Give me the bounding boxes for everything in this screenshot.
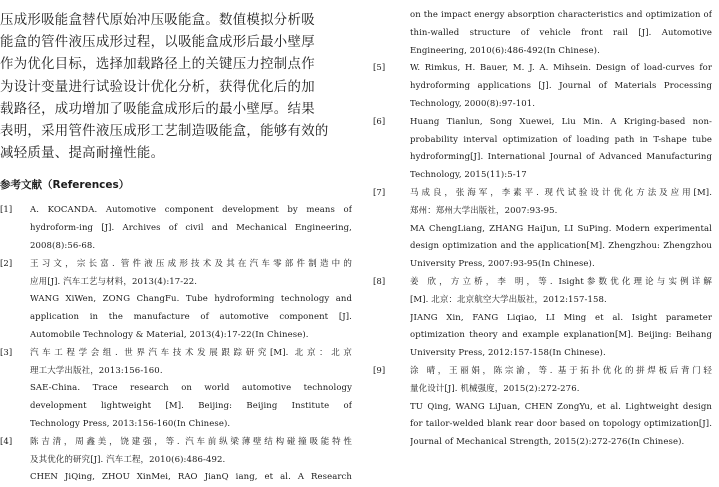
reference-line: hydroforming[J]. International Journal of Advanced Manufacturing [410,152,712,163]
reference-number: [4] [0,436,13,447]
reference-line: Technology Press, 2013:156-160(In Chinese). [30,418,231,429]
paragraph-line: 载路径，成功增加了吸能盒成形后的最小壁厚。结果 [0,101,315,117]
reference-line: optimization theory and example explanation[M]. Beijing: Beihang [410,330,712,341]
reference-number: [9] [373,365,386,376]
reference-line: W. Rimkus, H. Bauer, M. J. A. Mihsein. Design of load-curves for [410,63,712,74]
paragraph-line: 减轻质量、提高耐撞性能。 [0,146,165,162]
reference-number: [5] [373,63,386,74]
reference-line: Huang Tianlun, Song Xuewei, Liu Min. A Kriging-based non- [410,116,712,127]
reference-number: [7] [373,187,386,198]
reference-item [373,60,712,113]
reference-line: Automobile Technology & Material, 2013(4):17-22(In Chinese). [30,330,309,340]
reference-text [30,256,352,345]
reference-line: development lightweight [M]. Beijing: Beijing Institute of [30,401,352,412]
reference-line: CHEN JiQing, ZHOU XinMei, RAO JianQ iang, et al. A Research [30,472,352,483]
reference-line: 马成良，张海军，李素平. 现代试验设计优化方法及应用[M]. [410,187,712,198]
reference-text [30,202,352,255]
reference-item [0,256,352,345]
reference-line: University Press, 2012:157-158(In Chinese). [410,348,606,359]
reference-line: 量化设计[J]. 机械强度，2015(2):272-276. [410,383,580,394]
paragraph-line: 作为优化目标，选择加载路径上的关键压力控制点作 [0,57,315,73]
reference-line: SAE-China. Trace research on world automotive technology [30,383,352,394]
reference-line: thin-walled structure of vehicle front rail [J]. Automotive [410,27,712,38]
reference-item [0,434,352,487]
reference-line: Engineering, 2010(6):486-492(In Chinese). [410,45,600,56]
paragraph-line: 表明，采用管件液压成形工艺制造吸能盒，能够有效的 [0,124,329,140]
reference-line: 涂 晴，王丽娟，陈宗渝，等. 基于拓扑优化的拼焊板后背门轻 [410,365,712,376]
references-heading: 参考文献（References） [0,179,130,192]
reference-line: A. KOCANDA. Automotive component development by means of [30,205,352,216]
left-column [0,0,352,487]
paragraph-line: 能盒的管件液压成形过程，以吸能盒成形后最小壁厚 [0,35,315,51]
reference-item [373,274,712,363]
reference-line: JIANG Xin, FANG Liqiao, LI Ming et al. Isight parameter [410,312,712,323]
reference-text [30,434,352,487]
reference-number: [8] [373,276,386,287]
reference-line: Technology, 2015(11):5-17 [410,170,527,181]
reference-line: [M]. 北京：北京航空大学出版社，2012:157-158. [410,294,607,305]
reference-item [373,185,712,274]
reference-line: 及其优化的研究[J]. 汽车工程，2010(6):486-492. [30,454,226,465]
reference-line: 郑州：郑州大学出版社，2007:93-95. [410,205,558,216]
body-paragraph [0,0,352,165]
reference-line: TU Qing, WANG LiJuan, CHEN ZongYu, et al. Lightweight design [410,401,712,412]
right-column [373,0,712,452]
reference-line: design optimization and the application[M]. Zhengzhou: Zhengzhou [410,241,712,252]
reference-line: WANG XiWen, ZONG ChangFu. Tube hydroforming technology and [30,294,352,305]
reference-line: 汽车工程学会组. 世界汽车技术发展跟踪研究[M]. 北京：北京 [30,347,352,358]
reference-line: application in the manufacture of automotive component [J]. [30,312,352,323]
reference-text [410,60,712,113]
reference-line: University Press, 2007:93-95(In Chinese). [410,259,595,270]
reference-number: [3] [0,347,13,358]
reference-text [410,114,712,185]
reference-continuation [373,0,712,60]
reference-line: probability interval optimization of loading path in T-shape tube [410,134,712,145]
reference-line: Journal of Mechanical Strength, 2015(2):272-276(In Chinese). [410,437,685,448]
reference-item [0,202,352,255]
paragraph-line: 压成形吸能盒替代原始冲压吸能盒。数值模拟分析吸 [0,13,315,28]
reference-text [410,363,712,452]
reference-text [30,345,352,434]
reference-line: 陈吉清，周鑫美，饶建强，等. 汽车前纵梁薄壁结构碰撞吸能特性 [30,436,352,447]
reference-line: for tailor-welded blank rear door based on topology optimization[J]. [410,419,712,430]
reference-text [410,274,712,363]
reference-line: MA ChengLiang, ZHANG HaiJun, LI SuPing. Modern experimental [410,223,712,234]
reference-line: 王习文，宗长富. 管件液压成形技术及其在汽车零部件制造中的 [30,258,352,269]
reference-line: hydroform-ing [J]. Archives of civil and Mechanical Engineering, [30,223,352,234]
reference-line: hydroforming applications [J]. Journal of Materials Processing [410,81,712,92]
reference-item [373,363,712,452]
reference-line: 应用[J]. 汽车工艺与材料，2013(4):17-22. [30,276,198,287]
reference-line: on the impact energy absorption characteristics and optimization of [410,10,712,20]
reference-line: 2008(8):56-68. [30,241,96,252]
reference-number: [2] [0,258,13,269]
reference-number: [1] [0,205,13,216]
reference-line: Technology, 2000(8):97-101. [410,98,536,109]
paragraph-line: 为设计变量进行试验设计优化分析，获得优化后的加 [0,79,315,95]
reference-text [410,185,712,274]
reference-number: [6] [373,116,386,127]
reference-item [373,114,712,185]
reference-item [0,345,352,434]
reference-line: 姜 欣，方立桥，李 明，等. Isight参数优化理论与实例详解 [410,276,712,287]
reference-line: 理工大学出版社，2013:156-160. [30,365,163,376]
